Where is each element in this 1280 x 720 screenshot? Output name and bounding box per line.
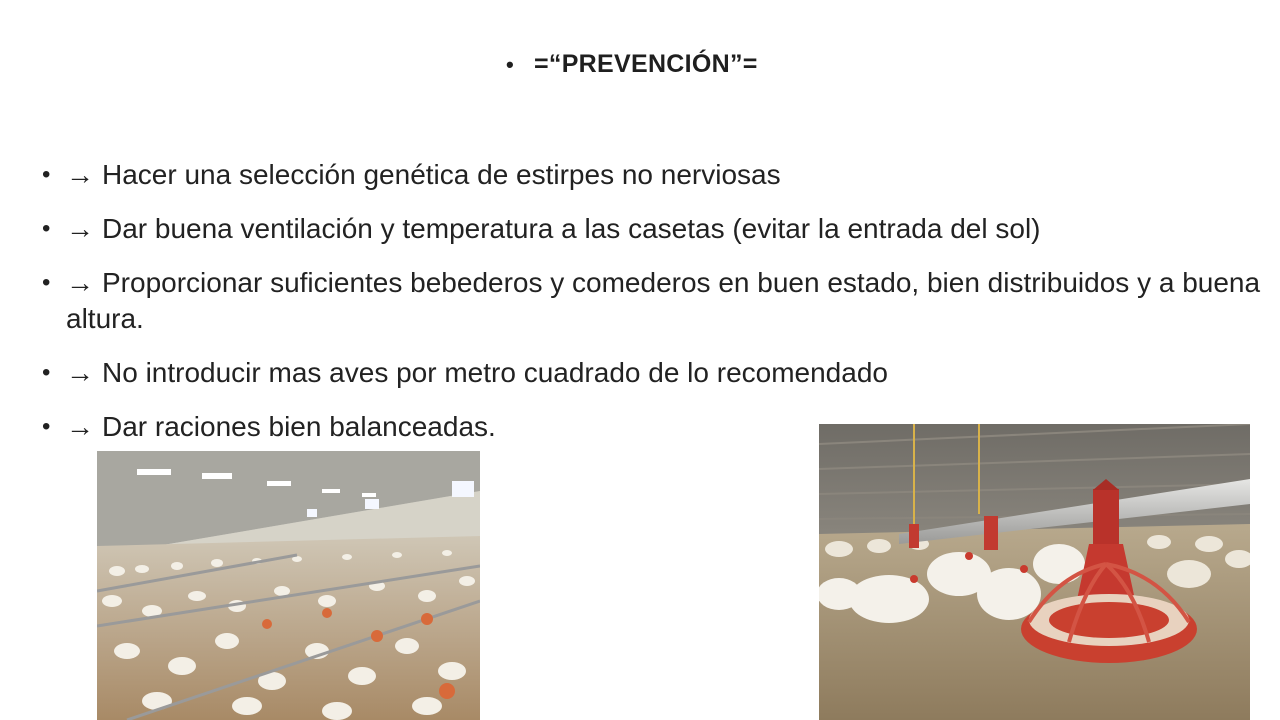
title-bullet: •: [506, 52, 515, 77]
item-text: Hacer una selección genética de estirpes no nerviosas: [102, 159, 781, 190]
list-item: [42, 157, 1262, 193]
bullet-dot: •: [42, 215, 51, 242]
bullet-dot: •: [42, 269, 51, 296]
list-item: [42, 211, 1262, 247]
barn-chickens-photo: [97, 451, 480, 720]
title-text: =“PREVENCIÓN”=: [534, 50, 758, 78]
item-text: Dar buena ventilación y temperatura a las casetas (evitar la entrada del sol): [102, 213, 1041, 244]
arrow-icon: →: [66, 159, 94, 190]
arrow-icon: →: [66, 411, 94, 442]
list-item: [42, 265, 1262, 337]
item-text: No introducir mas aves por metro cuadrado de lo recomendado: [102, 357, 888, 388]
slide-title: [506, 50, 758, 79]
item-text: Dar raciones bien balanceadas.: [102, 411, 496, 442]
prevention-list: [42, 157, 1262, 463]
arrow-icon: →: [66, 213, 94, 244]
arrow-icon: →: [66, 357, 94, 388]
bullet-dot: •: [42, 359, 51, 386]
arrow-icon: →: [66, 267, 94, 298]
bullet-dot: •: [42, 413, 51, 440]
item-text: Proporcionar suficientes bebederos y comederos en buen estado, bien distribuidos y a buena altura.: [66, 267, 1261, 334]
list-item: [42, 355, 1262, 391]
bullet-dot: •: [42, 161, 51, 188]
chickens-feeder-photo: [819, 424, 1250, 720]
